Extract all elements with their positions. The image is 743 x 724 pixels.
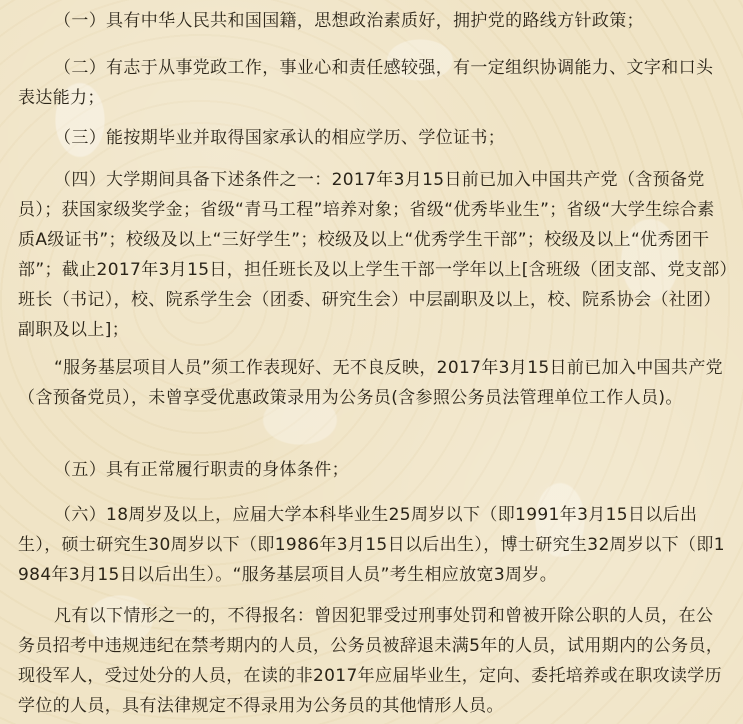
requirement-3: （三）能按期毕业并取得国家承认的相应学历、学位证书；	[54, 128, 506, 148]
requirement-4: （四）大学期间具备下述条件之一：2017年3月15日前已加入中国共产党（含预备党员）；获国家级奖学金；省级“青马工程”培养对象；省级“优秀毕业生”；省级“大学生综合素质A级证书”；校级及以上“三好学生”；校级及以上“优秀学生干部”；校级及以上“优秀团干部”；截止2017年3月15日，担任班长及以上学生干部一学年以上[含班级（团支部、党支部）班长（书记），校、院系学生会（团委、研究生会）中层副职及以上，校、院系协会（社团）副职及以上]；	[18, 170, 729, 340]
requirement-5: （五）具有正常履行职责的身体条件；	[54, 460, 349, 480]
requirement-4-service-personnel: “服务基层项目人员”须工作表现好、无不良反映，2017年3月15日前已加入中国共产党（含预备党员），未曾享受优惠政策录用为公务员(含参照公务员法管理单位工作人员)。	[18, 358, 724, 408]
requirement-2: （二）有志于从事党政工作，事业心和责任感较强，有一定组织协调能力、文字和口头表达能力；	[18, 58, 714, 108]
requirement-6: （六）18周岁及以上，应届大学本科毕业生25周岁以下（即1991年3月15日以后出生），硕士研究生30周岁以下（即1986年3月15日以后出生），博士研究生32周岁以下（即1984年3月15日以后出生）。“服务基层项目人员”考生相应放宽3周岁。	[18, 505, 725, 585]
requirement-1: （一）具有中华人民共和国国籍，思想政治素质好，拥护党的路线方针政策；	[54, 11, 644, 31]
exclusion-conditions: 凡有以下情形之一的，不得报名：曾因犯罪受过刑事处罚和曾被开除公职的人员，在公务员招考中违规违纪在禁考期内的人员，公务员被辞退未满5年的人员，试用期内的公务员，现役军人，受过处分的人员，在读的非2017年应届毕业生，定向、委托培养或在职攻读学历学位的人员，具有法律规定不得录用为公务员的其他情形人员。	[18, 606, 724, 716]
